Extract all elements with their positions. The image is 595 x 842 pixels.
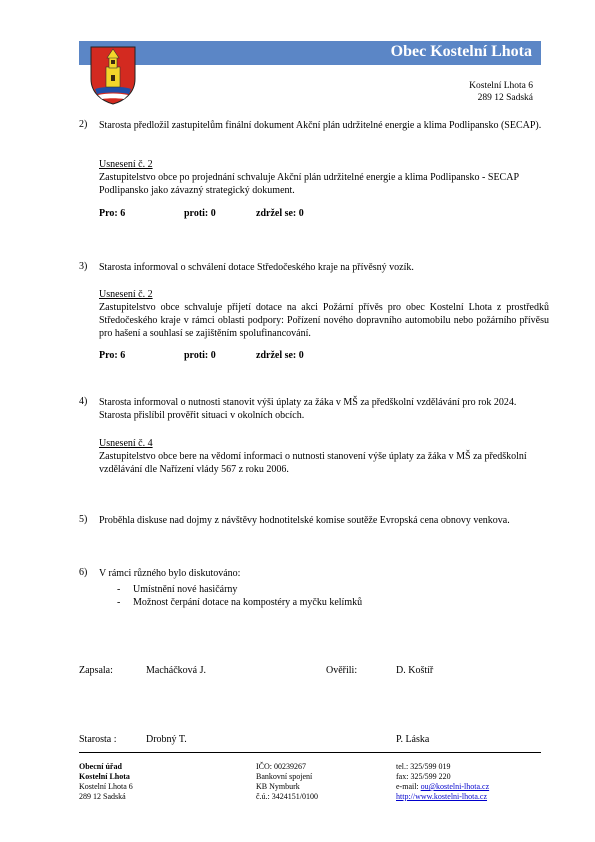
votes-against: proti: 0	[184, 350, 216, 361]
resolution-text: Zastupitelstvo obce bere na vědomí informaci o nutnosti stanovení výše úplaty za žáka v MŠ za předškolní vzdělávání dle Nařízení vlády 567 z roku 2006.	[99, 451, 527, 475]
votes-abstain: zdržel se: 0	[256, 208, 304, 219]
votes-abstain: zdržel se: 0	[256, 350, 304, 361]
footer-contact	[396, 762, 489, 802]
footer-bank	[256, 762, 318, 802]
votes-row	[99, 208, 304, 219]
footer-office-town: Kostelní Lhota	[79, 772, 130, 781]
municipality-title: Obec Kostelní Lhota	[390, 43, 532, 60]
resolution-label: Usnesení č. 2	[99, 159, 153, 170]
item-number: 5)	[79, 514, 88, 525]
footer-bank-label: Bankovní spojení	[256, 772, 313, 781]
header-banner	[79, 41, 541, 65]
item-text: V rámci různého bylo diskutováno:	[99, 568, 241, 579]
bullet-item: Umístnění nové hasičárny	[133, 584, 238, 595]
resolution-label: Usnesení č. 2	[99, 289, 153, 300]
footer-email-label: e-mail:	[396, 782, 421, 791]
resolution-label: Usnesení č. 4	[99, 438, 153, 449]
footer-email-row	[396, 782, 489, 792]
address-line-2: 289 12 Sadská	[477, 93, 533, 103]
footer-office-name: Obecní úřad	[79, 762, 122, 771]
footer-email-link[interactable]: ou@kostelni-lhota.cz	[420, 782, 490, 791]
bullet-dash: -	[117, 584, 121, 595]
footer-ico: IČO: 00239267	[256, 762, 306, 771]
verified-by-label: Ověřili:	[326, 665, 358, 676]
item-number: 4)	[79, 396, 88, 407]
item-text: Starosta informoval o nutnosti stanovit výši úplaty za žáka v MŠ za předškolní vzdělávání pro rok 2024. Starosta přislíbil prověřit situaci v okolních obcích.	[99, 397, 517, 421]
item-text: Starosta předložil zastupitelům finální dokument Akční plán udržitelné energie a klima Podlipansko (SECAP).	[99, 120, 542, 131]
mayor-name: Drobný T.	[146, 734, 187, 745]
footer-office-street: Kostelní Lhota 6	[79, 782, 133, 791]
address-line-1: Kostelní Lhota 6	[469, 81, 533, 91]
votes-against: proti: 0	[184, 208, 216, 219]
votes-for: Pro: 6	[99, 208, 126, 219]
footer-web-link[interactable]: http://www.kostelni-lhota.cz	[396, 792, 488, 801]
item-number: 2)	[79, 119, 88, 130]
resolution-text: Zastupitelstvo obce po projednání schvaluje Akční plán udržitelné energie a klima Podlipansko - SECAP Podlipansko jako závazný strategický dokument.	[99, 172, 519, 196]
footer-bank-name: KB Nymburk	[256, 782, 300, 791]
votes-for: Pro: 6	[99, 350, 126, 361]
item-text: Starosta informoval o schválení dotace Středočeského kraje na přívěsný vozík.	[99, 262, 414, 273]
resolution-text: Zastupitelstvo obce schvaluje přijetí dotace na akci Požární přívěs pro obec Kostelní Lhota z prostředků Středočeského kraje v rámci oblasti podpory: Pořízení nového dopravního automobilu nebo požárního přívěsu pro hašení a souhlasí se zajištěním spolufinancování.	[99, 302, 549, 339]
recorded-by-name: Macháčková J.	[146, 665, 206, 676]
coat-of-arms-icon	[89, 45, 137, 105]
footer-office-zip: 289 12 Sadská	[79, 792, 126, 801]
item-number: 6)	[79, 567, 88, 578]
footer-divider	[79, 752, 541, 753]
item-text: Proběhla diskuse nad dojmy z návštěvy hodnotitelské komise soutěže Evropská cena obnovy venkova.	[99, 515, 510, 526]
recorded-by-label: Zapsala:	[79, 665, 113, 676]
votes-row	[99, 350, 304, 361]
footer-fax: fax: 325/599 220	[396, 772, 451, 781]
item-number: 3)	[79, 261, 88, 272]
bullet-dash: -	[117, 597, 121, 608]
verified-by-name: D. Koštíř	[396, 665, 434, 676]
other-signatory-name: P. Láska	[396, 734, 430, 745]
mayor-label: Starosta :	[79, 734, 117, 745]
footer-office	[79, 762, 133, 802]
footer-account: č.ú.: 3424151/0100	[256, 792, 318, 801]
footer-tel: tel.: 325/599 019	[396, 762, 451, 771]
bullet-item: Možnost čerpání dotace na kompostéry a myčku kelímků	[133, 597, 363, 608]
